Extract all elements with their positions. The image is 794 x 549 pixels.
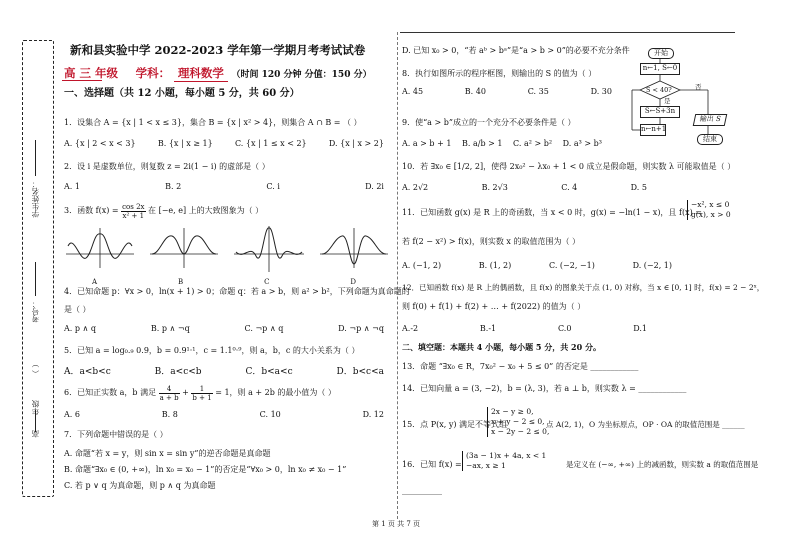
q12-text-cont: 则 f(0) + f(1) + f(2) + … + f(2022) 的值为（ ）: [402, 302, 586, 311]
q6-prefix: 6．已知正实数 a，b 满足: [64, 388, 157, 397]
subject: 理科数学: [174, 65, 228, 82]
q10-option-c[interactable]: C. 4: [561, 183, 578, 192]
class-label: （ ）: [31, 360, 40, 378]
exam-no-line: [35, 262, 36, 296]
flowchart-yes: 是: [664, 97, 671, 105]
q3-label-b: B: [177, 278, 184, 286]
q2-option-b[interactable]: B. 2: [165, 182, 182, 191]
name-line: [35, 140, 36, 176]
q11-piecewise: [687, 200, 731, 220]
exam-no-label: 考号：: [31, 300, 40, 323]
binding-border: [22, 40, 54, 497]
q6-suffix: = 1，则 a + 2b 的最小值为（ ）: [215, 388, 336, 397]
q11-option-b[interactable]: B. (1, 2): [478, 261, 512, 270]
q13-text[interactable]: 13．命题 “∃x₀ ∈ R，7x₀² − x₀ + 5 ≤ 0” 的否定是 ____________: [402, 362, 639, 371]
section-1-title: 一、选择题（共 12 小题，每小题 5 分，共 60 分）: [64, 88, 300, 99]
section-2-title: 二、填空题：本题共 4 小题，每小题 5 分，共 20 分。: [402, 342, 601, 352]
q7-option-c[interactable]: C. 若 p ∨ q 为真命题，则 p ∧ q 为真命题: [64, 481, 216, 490]
q4-option-c[interactable]: C. ¬p ∧ q: [244, 324, 284, 333]
q9-text: 9．使“a > b”成立的一个充分不必要条件是（ ）: [402, 118, 576, 127]
flowchart-start: 开始: [648, 48, 674, 59]
q15-case-3: x − 2y − 2 ≤ 0,: [491, 427, 550, 436]
q16-blank[interactable]: __________: [402, 486, 442, 495]
q9-option-c[interactable]: C. a² > b²: [513, 139, 553, 148]
q4-option-b[interactable]: B. p ∧ ¬q: [150, 324, 190, 333]
q8-option-d[interactable]: D. 30: [590, 87, 612, 96]
q11-text: 11．已知函数 g(x) 是 R 上的奇函数，当 x < 0 时，g(x) = −ln(1 − x)，且 f(x) =: [402, 208, 702, 217]
flowchart-output: 输出 S: [693, 114, 728, 126]
q14-text[interactable]: 14．已知向量 a = (3, −2)，b = (λ, 3)，若 a ⊥ b，则实数 λ = ____________: [402, 384, 687, 393]
q7-option-d[interactable]: D. 已知 x₀ > 0，“若 aᵇ > bᵃ”是“a > b > 0”的必要不充分条件: [402, 46, 630, 55]
q15-inequalities: [487, 407, 549, 437]
q3-label-c: C: [264, 278, 270, 286]
q9-option-d[interactable]: D. a³ > b³: [562, 139, 602, 148]
flowchart-end: 结束: [697, 134, 723, 145]
q7-text: 7．下列命题中错误的是（ ）: [64, 430, 168, 439]
q7-option-b[interactable]: B. 命题“∃x₀ ∈ (0, +∞)，ln x₀ = x₀ − 1”的否定是“∀x₀ > 0，ln x₀ ≠ x₀ − 1”: [64, 465, 347, 474]
exam-meta: （时间 120 分钟 分值：150 分）: [231, 70, 372, 80]
q16-suffix: 是定义在 (−∞, +∞) 上的减函数，则实数 a 的取值范围是: [566, 460, 759, 469]
q6-option-b[interactable]: B. 8: [161, 410, 178, 419]
q10-option-d[interactable]: D. 5: [630, 183, 647, 192]
q16-piecewise: [462, 451, 546, 471]
q10-option-b[interactable]: B. 2√3: [481, 183, 508, 192]
q1-option-a[interactable]: A. {x | 2 < x < 3}: [64, 139, 136, 148]
q6-option-c[interactable]: C. 10: [259, 410, 281, 419]
q3-graph-d[interactable]: [320, 228, 388, 268]
q11-case-1: −x², x ≤ 0: [691, 200, 730, 209]
q8-option-c[interactable]: C. 35: [527, 87, 549, 96]
q3-line: [64, 202, 263, 220]
q5-text: 5．已知 a = log₀.₉ 0.9，b = 0.9¹·¹，c = 1.1⁰·⁹，则 a，b，c 的大小关系为（ ）: [64, 346, 360, 355]
room-label: 高: [31, 430, 40, 438]
q15-case-1: 2x − y ≥ 0,: [491, 407, 534, 416]
q4-option-a[interactable]: A. p ∧ q: [64, 324, 97, 333]
q10-text: 10．若 ∃x₀ ∈ [1/2, 2]，使得 2x₀² − λx₀ + 1 < 0 成立是假命题，则实数 λ 可能取值是（ ）: [402, 162, 736, 171]
q5-option-d[interactable]: D．b<c<a: [336, 367, 384, 377]
subject-label: 学科：: [135, 66, 171, 80]
q3-graph-c[interactable]: [234, 226, 304, 272]
q4-text-cont: 是（ ）: [64, 305, 91, 314]
q15-case-2: x + y − 2 ≤ 0,: [491, 417, 545, 426]
q3-label-d: D: [350, 278, 356, 286]
exam-title: 新和县实验中学 2022-2023 学年第一学期月考考试试卷: [70, 43, 366, 57]
q16-case-2: −ax, x ≥ 1: [466, 461, 506, 470]
q11-option-d[interactable]: D. (−2, 1): [632, 261, 672, 270]
column-divider: [397, 32, 398, 519]
q11-text-cont: 若 f(2 − x²) > f(x)，则实数 x 的取值范围为（ ）: [402, 237, 580, 246]
q1-text: 1．设集合 A = {x | 1 < x ≤ 3}，集合 B = {x | x² > 4}，则集合 A ∩ B = （ ）: [64, 118, 362, 127]
flowchart-update: S←S+3n: [640, 106, 680, 118]
q12-option-b[interactable]: B.-1: [479, 324, 497, 333]
q8-text: 8．执行如图所示的程序框图，则输出的 S 的值为（ ）: [402, 69, 597, 78]
q15-prefix: 15．点 P(x, y) 满足不等式组: [402, 420, 508, 429]
q11-option-a[interactable]: A. (−1, 2): [402, 261, 442, 270]
student-name-label: 学生姓名：: [31, 180, 40, 218]
q4-option-d[interactable]: D. ¬p ∧ ¬q: [338, 324, 384, 333]
q2-text: 2．设 i 是虚数单位，则复数 z = 2i(1 − i) 的虚部是（ ）: [64, 162, 270, 171]
q8-option-b[interactable]: B. 40: [464, 87, 486, 96]
q16-case-1: (3a − 1)x + 4a, x < 1: [466, 451, 547, 460]
q8-option-a[interactable]: A. 45: [402, 87, 424, 96]
q12-option-d[interactable]: D.1: [633, 324, 647, 333]
q6-fraction-2: $\frac{1}{b + 1}$: [192, 384, 212, 402]
q5-option-b[interactable]: B．a<c<b: [154, 367, 202, 377]
q5-option-a[interactable]: A．a<b<c: [64, 367, 111, 377]
q6-option-a[interactable]: A. 6: [64, 410, 80, 419]
q6-option-d[interactable]: D. 12: [362, 410, 384, 419]
q2-option-c[interactable]: C. i: [266, 182, 280, 191]
q11-option-c[interactable]: C. (−2, −1): [549, 261, 595, 270]
q9-option-a[interactable]: A. a > b + 1: [402, 139, 452, 148]
q10-option-a[interactable]: A. 2√2: [402, 183, 429, 192]
q2-option-d[interactable]: D. 2i: [365, 182, 384, 191]
q2-option-a[interactable]: A. 1: [64, 182, 80, 191]
q6-fraction-1: $\frac{4}{a + b}$: [159, 384, 179, 402]
q5-option-c[interactable]: C．b<a<c: [245, 367, 293, 377]
q12-text: 12．已知函数 f(x) 是 R 上的偶函数，且 f(x) 的图象关于点 (1, 0) 对称，当 x ∈ [0, 1] 时，f(x) = 2 − 2ˣ，: [402, 283, 765, 292]
top-rule: [400, 32, 735, 33]
q3-prefix: 3．函数 f(x) =: [64, 206, 119, 215]
grade-underline: [62, 80, 102, 81]
q1-option-d[interactable]: D. {x | x > 2}: [328, 139, 384, 148]
q1-option-c[interactable]: C. {x | 1 ≤ x < 2}: [234, 139, 307, 148]
q9-option-b[interactable]: B. a/b > 1: [462, 139, 503, 148]
flowchart-no: 否: [695, 83, 702, 91]
q3-graph-options: [64, 224, 389, 276]
q7-option-a[interactable]: A. 命题“若 x = y，则 sin x = sin y”的逆否命题是真命题: [64, 449, 271, 458]
q3-graph-b[interactable]: [150, 228, 218, 268]
flowchart-increment: n←n+1: [640, 124, 666, 136]
q3-graph-a[interactable]: [66, 228, 134, 268]
q11-case-2: g(x), x > 0: [691, 210, 731, 219]
q1-option-b[interactable]: B. {x | x ≥ 1}: [157, 139, 213, 148]
flowchart-condition: S < 40?: [646, 86, 672, 94]
q4-text: 4．已知命题 p：∀x > 0，ln(x + 1) > 0；命题 q：若 a > b，则 a² > b²，下列命题为真命题的: [64, 287, 410, 296]
q3-suffix: 在 [−e, e] 上的大致图象为（ ）: [148, 206, 264, 215]
q3-fraction: $\frac{\cos 2x}{\text{x² + 1}}$: [122, 202, 145, 220]
q3-label-a: A: [92, 278, 98, 286]
q12-option-c[interactable]: C.0: [557, 324, 572, 333]
grade-label: 年级: [31, 400, 40, 415]
q16-prefix: 16．已知 f(x) =: [402, 460, 462, 469]
q6-line: 6．已知正实数 a，b 满足 $\frac{4}{a + b}$ + $\frac{1}{b + 1}$ = 1，则 a + 2b 的最小值为（ ）: [64, 384, 336, 402]
flowchart-init: n←1, S←0: [640, 63, 680, 75]
grade: 高 三 年级: [64, 66, 119, 80]
q15-suffix[interactable]: 点 A(2, 1)，O 为坐标原点，OP · OA 的取值范围是 ______: [546, 420, 745, 429]
page-number: 第 1 页 共 7 页: [372, 520, 421, 528]
q12-option-a[interactable]: A.-2: [402, 324, 419, 333]
